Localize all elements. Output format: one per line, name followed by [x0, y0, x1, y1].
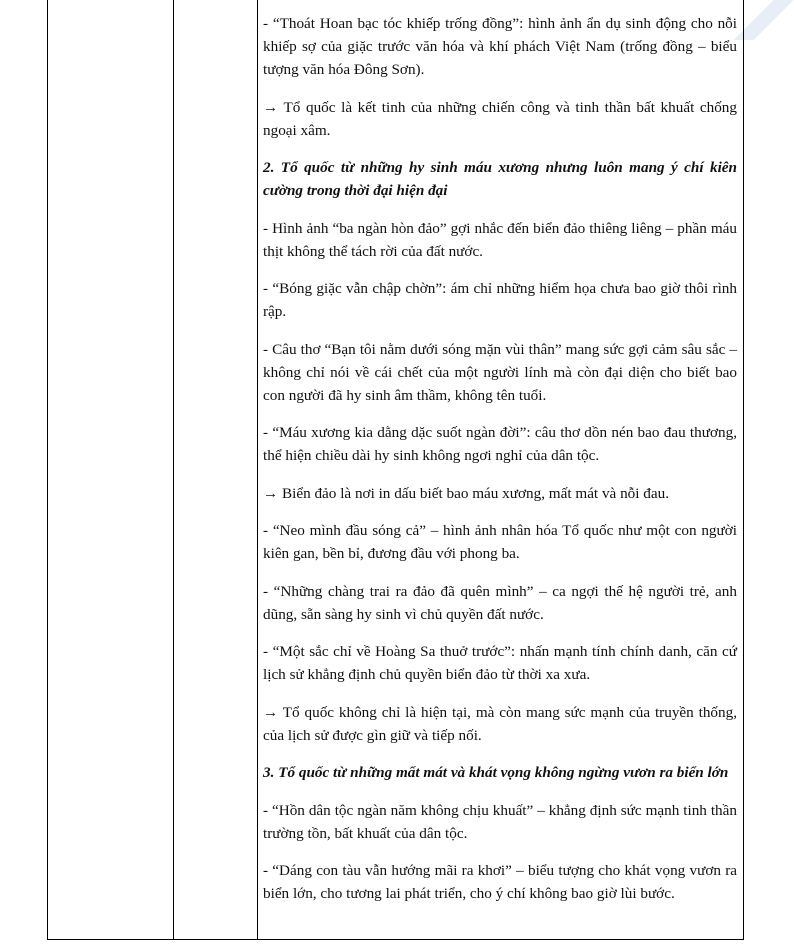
- column-divider-1: [173, 0, 174, 939]
- paragraph: - Hình ảnh “ba ngàn hòn đảo” gợi nhắc đến biển đảo thiêng liêng – phần máu thịt không thể tách rời của đất nước.: [263, 219, 737, 260]
- paragraph: - “Neo mình đầu sóng cả” – hình ảnh nhân hóa Tổ quốc như một con người kiên gan, bền bỉ, đương đầu với phong ba.: [263, 522, 737, 562]
- paragraph: - “Bóng giặc vẫn chập chờn”: ám chỉ những hiểm họa chưa bao giờ thôi rình rập.: [263, 280, 737, 320]
- paragraph: - “Dáng con tàu vẫn hướng mãi ra khơi” – biểu tượng cho khát vọng vươn ra biển lớn, cho tương lai phát triển, cho ý chí không bao giờ lùi bước.: [263, 862, 737, 902]
- section-heading: 3. Tổ quốc từ những mất mát và khát vọng không ngừng vươn ra biển lớn: [263, 764, 729, 781]
- column-divider-2: [257, 0, 258, 939]
- paragraph: - “Thoát Hoan bạc tóc khiếp trống đồng”: hình ảnh ẩn dụ sinh động cho nỗi khiếp sợ của giặc trước văn hóa và khí phách Việt Nam (trống đồng – biểu tượng văn hóa Đông Sơn).: [263, 15, 737, 78]
- paragraph: - “Hồn dân tộc ngàn năm không chịu khuất” – khẳng định sức mạnh tinh thần trường tồn, bất khuất của dân tộc.: [263, 801, 737, 842]
- paragraph: - “Máu xương kia dằng dặc suốt ngàn đời”: câu thơ dồn nén bao đau thương, thể hiện chiều dài hy sinh không ngơi nghỉ của dân tộc.: [263, 424, 737, 464]
- paragraph: → Tổ quốc không chỉ là hiện tại, mà còn mang sức mạnh của truyền thống, của lịch sử được gìn giữ và tiếp nối.: [263, 703, 737, 744]
- section-heading: 2. Tổ quốc từ những hy sinh máu xương nhưng luôn mang ý chí kiên cường trong thời đại hiện đại: [263, 159, 737, 199]
- paragraph: → Tổ quốc là kết tinh của những chiến công và tinh thần bất khuất chống ngoại xâm.: [263, 98, 737, 139]
- paragraph: - “Những chàng trai ra đảo đã quên mình” – ca ngợi thế hệ người trẻ, anh dũng, sẵn sàng hy sinh vì chủ quyền đất nước.: [263, 582, 737, 623]
- paragraph: - Câu thơ “Bạn tôi nằm dưới sóng mặn vùi thân” mang sức gợi cảm sâu sắc – không chỉ nói về cái chết của một người lính mà còn đại diện cho biết bao con người đã hy sinh âm thầm, không tên tuổi.: [263, 340, 737, 404]
- paragraph: - “Một sắc chỉ về Hoàng Sa thuở trước”: nhấn mạnh tính chính danh, căn cứ lịch sử khẳng định chủ quyền biển đảo từ thời xa xưa.: [263, 643, 737, 683]
- table-cell-content: [263, 12, 737, 920]
- paragraph: → Biển đảo là nơi in dấu biết bao máu xương, mất mát và nỗi đau.: [263, 484, 670, 502]
